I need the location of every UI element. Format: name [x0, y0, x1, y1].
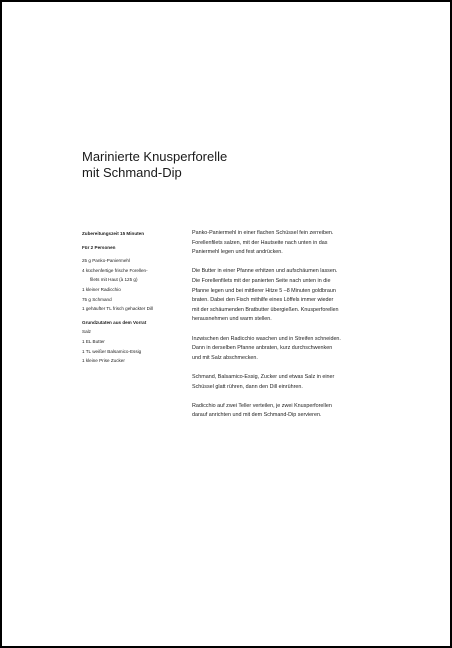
pantry-item: 1 TL weißer Balsamico-Essig	[82, 348, 142, 354]
step-line: Paniermehl legen und fest andrücken.	[192, 249, 283, 256]
instructions-column	[192, 229, 390, 430]
step-line: Pfanne legen und bei mittlerer Hitze 5 –8 Minuten goldbraun	[192, 287, 336, 294]
step-paragraph	[192, 267, 390, 325]
pantry-item: Salz	[82, 329, 91, 335]
ingredients-column	[82, 229, 182, 366]
step-line: Die Butter in einer Pfanne erhitzen und aufschäumen lassen.	[192, 268, 338, 275]
step-line: Radicchio auf zwei Teller verteilen, je zwei Knusperforellen	[192, 402, 332, 409]
step-line: braten. Dabei den Fisch mithilfe eines Löffels immer wieder	[192, 297, 334, 304]
step-line: herausnehmen und warm stellen.	[192, 316, 272, 323]
step-line: Schmand, Balsamico-Essig, Zucker und etwas Salz in einer	[192, 373, 335, 380]
servings: Für 2 Personen	[82, 244, 116, 250]
ingredient-item: 75 g Schmand	[82, 296, 112, 302]
ingredient-item: filets mit Haut (à 125 g)	[90, 277, 138, 283]
step-line: Die Forellenfilets mit der panierten Seite nach unten in die	[192, 277, 331, 284]
prep-time: Zubereitungszeit 15 Minuten	[82, 231, 145, 236]
title-line-2: mit Schmand-Dip	[82, 165, 182, 180]
ingredient-item: 1 kleiner Radicchio	[82, 286, 121, 292]
step-line: Inzwischen den Radicchio waschen und in Streifen schneiden.	[192, 335, 341, 342]
step-line: Schüssel glatt rühren, dann den Dill einrühren.	[192, 383, 303, 390]
title-line-1: Marinierte Knusperforelle	[82, 149, 228, 164]
recipe-title	[82, 149, 382, 181]
step-paragraph	[192, 229, 390, 258]
pantry-heading: Grundzutaten aus dem Vorrat	[82, 319, 147, 325]
step-line: Panko-Paniermehl in einer flachen Schüssel fein zerreiben.	[192, 230, 334, 236]
step-line: Forellenfilets salzen, mit der Hautseite nach unten in das	[192, 239, 328, 246]
step-line: Dann in derselben Pfanne anbraten, kurz durchschwenken	[192, 345, 333, 352]
step-line: darauf anrichten und mit dem Schmand-Dip servieren.	[192, 412, 322, 419]
step-line: mit der schäumenden Bratbutter übergießen. Knusperforellen	[192, 306, 339, 313]
step-line: und mit Salz abschmecken.	[192, 354, 258, 361]
step-paragraph	[192, 373, 390, 392]
pantry-item: 1 kleine Prise Zucker	[82, 358, 125, 364]
step-paragraph	[192, 402, 390, 421]
ingredient-item: 1 gehäufter TL frisch gehackter Dill	[82, 306, 153, 312]
ingredient-item: 4 küchenfertige frische Forellen-	[82, 267, 148, 273]
ingredient-item: 25 g Panko-Paniermehl	[82, 258, 131, 264]
step-paragraph	[192, 335, 390, 364]
pantry-item: 1 EL Butter	[82, 338, 105, 344]
